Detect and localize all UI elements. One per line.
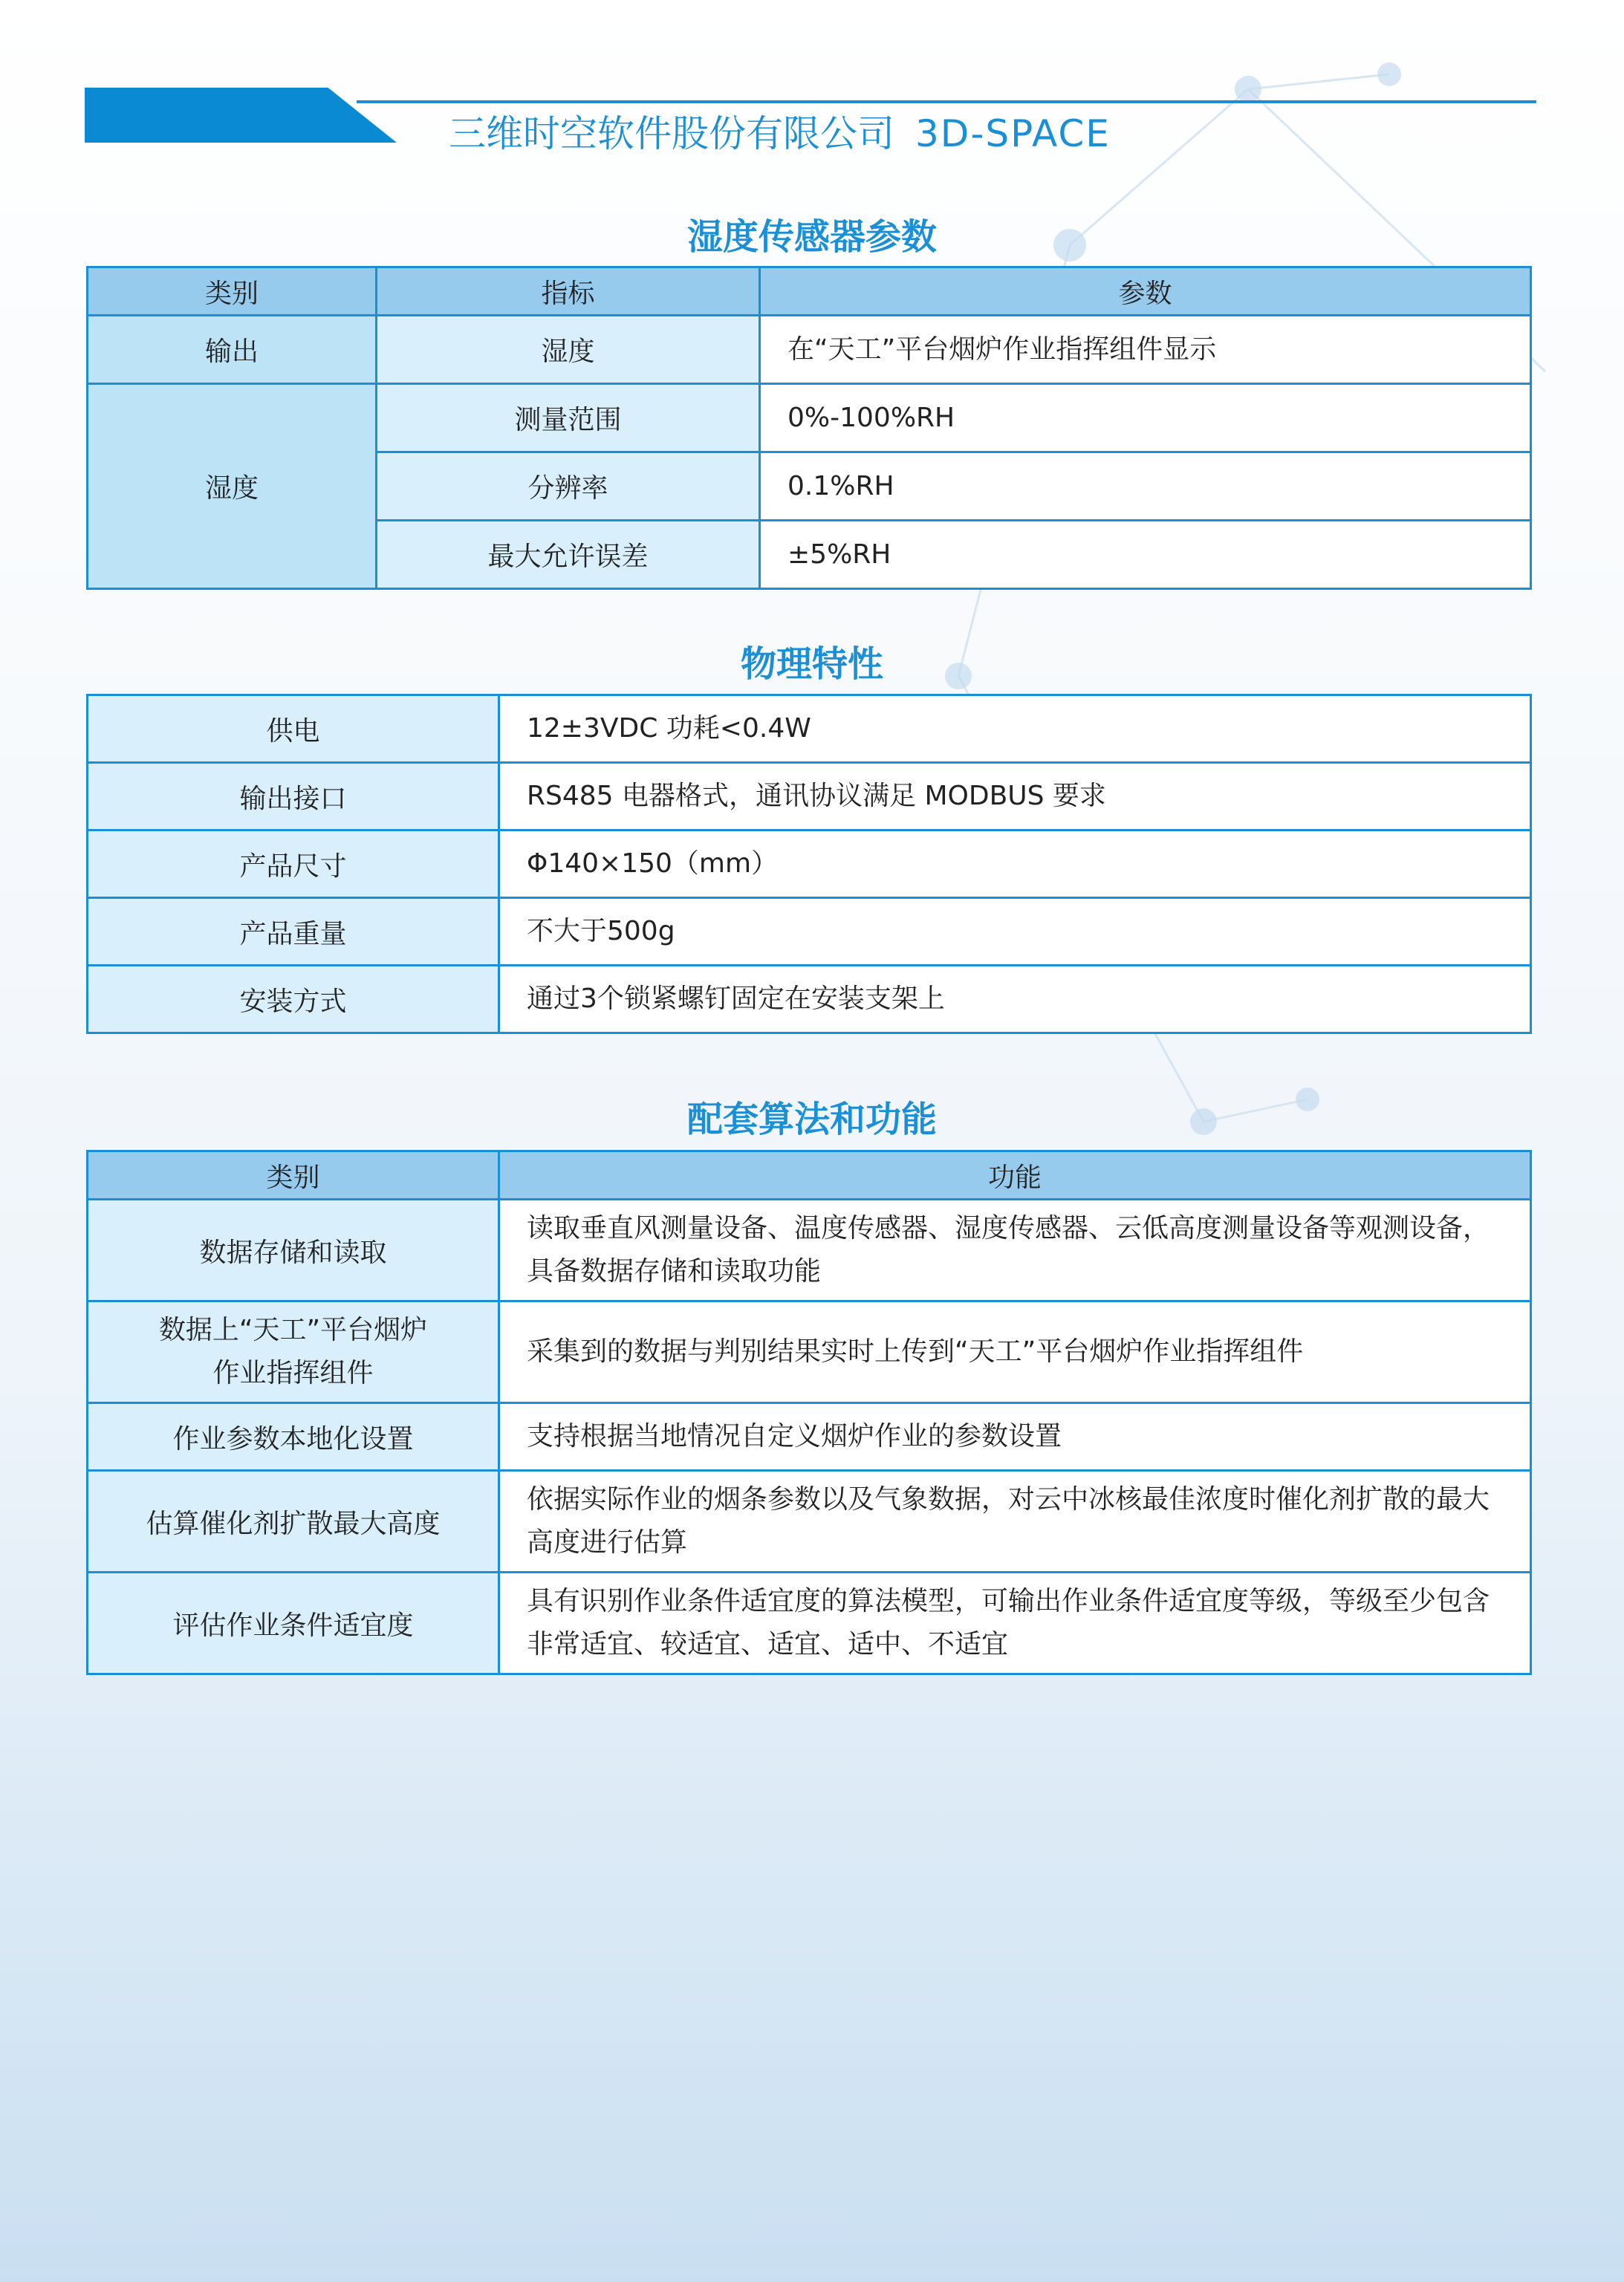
physical-section-title: 物理特性 bbox=[740, 643, 883, 685]
value-cell: 不大于500g bbox=[499, 898, 1531, 966]
table-row bbox=[88, 316, 1531, 384]
category-cell: 湿度 bbox=[88, 384, 377, 589]
label-cell: 输出接口 bbox=[88, 763, 499, 830]
value-cell: 采集到的数据与判别结果实时上传到“天工”平台烟炉作业指挥组件 bbox=[499, 1301, 1531, 1403]
header-category: 类别 bbox=[88, 1151, 499, 1200]
table-header-row bbox=[88, 1151, 1531, 1200]
value-cell: ±5%RH bbox=[760, 521, 1531, 589]
label-cell: 产品重量 bbox=[88, 898, 499, 966]
value-cell: Φ140×150（mm） bbox=[499, 830, 1531, 898]
value-cell: 0%-100%RH bbox=[760, 384, 1531, 452]
value-cell: 具有识别作业条件适宜度的算法模型，可输出作业条件适宜度等级，等级至少包含非常适宜、较适宜、适宜、适中、不适宜 bbox=[499, 1573, 1531, 1674]
value-cell: 12±3VDC 功耗<0.4W bbox=[499, 695, 1531, 763]
table-row bbox=[88, 763, 1531, 830]
header-indicator: 指标 bbox=[377, 267, 760, 316]
label-cell: 数据存储和读取 bbox=[88, 1200, 499, 1301]
header-value: 参数 bbox=[760, 267, 1531, 316]
table-row bbox=[88, 966, 1531, 1033]
indicator-cell: 湿度 bbox=[377, 316, 760, 384]
company-name bbox=[449, 104, 1111, 157]
value-cell: 支持根据当地情况自定义烟炉作业的参数设置 bbox=[499, 1403, 1531, 1471]
table-row bbox=[88, 1200, 1531, 1301]
label-cell: 估算催化剂扩散最大高度 bbox=[88, 1471, 499, 1573]
value-cell: 依据实际作业的烟条参数以及气象数据，对云中冰核最佳浓度时催化剂扩散的最大高度进行估算 bbox=[499, 1471, 1531, 1573]
table-row bbox=[88, 1471, 1531, 1573]
label-cell: 数据上“天工”平台烟炉作业指挥组件 bbox=[88, 1301, 499, 1403]
physical-properties-table bbox=[86, 694, 1532, 1034]
table-row bbox=[88, 1301, 1531, 1403]
table-row bbox=[88, 898, 1531, 966]
value-cell: 通过3个锁紧螺钉固定在安装支架上 bbox=[499, 966, 1531, 1033]
table-row bbox=[88, 1403, 1531, 1471]
table-row bbox=[88, 695, 1531, 763]
value-cell: 0.1%RH bbox=[760, 452, 1531, 521]
humidity-params-table bbox=[86, 266, 1532, 590]
header-banner-shape bbox=[85, 88, 397, 143]
indicator-cell: 测量范围 bbox=[377, 384, 760, 452]
header-category: 类别 bbox=[88, 267, 377, 316]
value-cell: 读取垂直风测量设备、温度传感器、湿度传感器、云低高度测量设备等观测设备，具备数据存储和读取功能 bbox=[499, 1200, 1531, 1301]
label-cell: 供电 bbox=[88, 695, 499, 763]
indicator-cell: 最大允许误差 bbox=[377, 521, 760, 589]
table-row bbox=[88, 1573, 1531, 1674]
table-row bbox=[88, 830, 1531, 898]
label-cell: 评估作业条件适宜度 bbox=[88, 1573, 499, 1674]
humidity-section-title: 湿度传感器参数 bbox=[686, 216, 937, 258]
company-name-cn: 三维时空软件股份有限公司 bbox=[449, 112, 894, 155]
label-cell: 安装方式 bbox=[88, 966, 499, 1033]
algorithms-table bbox=[86, 1150, 1532, 1675]
header-divider bbox=[357, 100, 1536, 103]
algorithms-section-title: 配套算法和功能 bbox=[686, 1099, 937, 1140]
company-name-en: 3D-SPACE bbox=[915, 112, 1111, 155]
label-cell: 产品尺寸 bbox=[88, 830, 499, 898]
table-header-row bbox=[88, 267, 1531, 316]
label-cell: 作业参数本地化设置 bbox=[88, 1403, 499, 1471]
header-function: 功能 bbox=[499, 1151, 1531, 1200]
table-row bbox=[88, 384, 1531, 452]
category-cell: 输出 bbox=[88, 316, 377, 384]
value-cell: RS485 电器格式，通讯协议满足 MODBUS 要求 bbox=[499, 763, 1531, 830]
value-cell: 在“天工”平台烟炉作业指挥组件显示 bbox=[760, 316, 1531, 384]
indicator-cell: 分辨率 bbox=[377, 452, 760, 521]
